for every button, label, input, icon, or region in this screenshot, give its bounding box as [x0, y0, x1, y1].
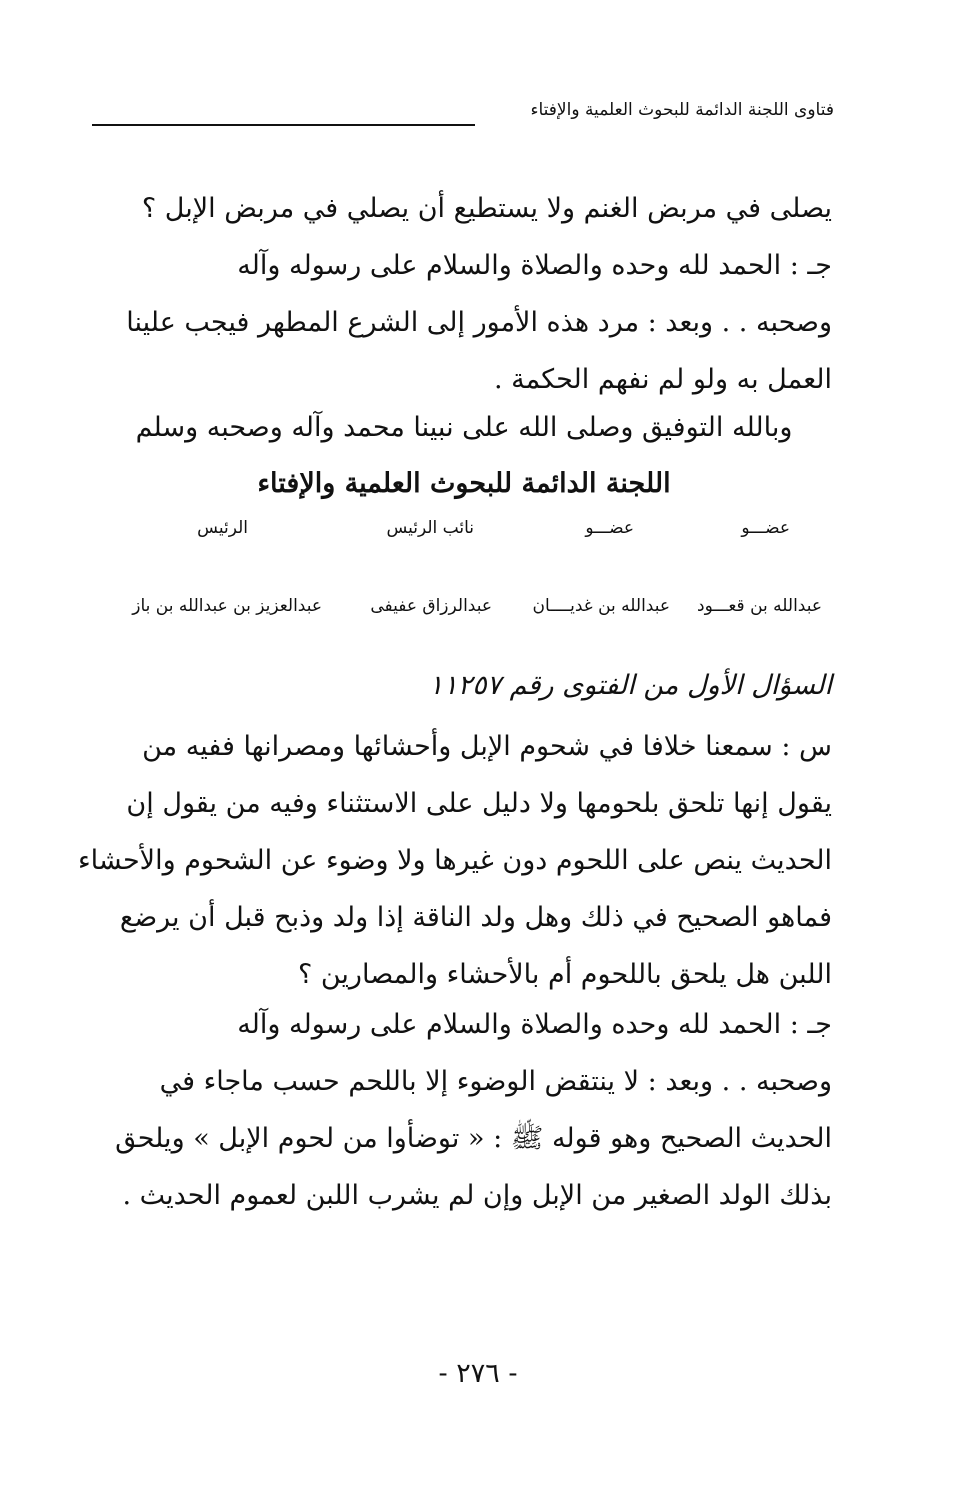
answer-block: [96, 996, 832, 1224]
text-line: وصحبه . . وبعد : مرد هذه الأمور إلى الشرع المطهر فيجب علينا: [126, 307, 832, 338]
closing-formula: وبالله التوفيق وصلى الله على نبينا محمد وآله وصحبه وسلم: [135, 412, 793, 443]
text-line: جـ : الحمد لله وحده والصلاة والسلام على رسوله وآله: [237, 1009, 832, 1040]
signature-role: الرئيس: [197, 518, 248, 538]
signature-role: نائب الرئيس: [386, 518, 474, 538]
signature-name: عبدالعزيز بن عبدالله بن باز: [132, 596, 322, 616]
text-line: يصلى في مربض الغنم ولا يستطيع أن يصلي في مربض الإبل ؟: [141, 193, 832, 224]
header-title: فتاوى اللجنة الدائمة للبحوث العلمية والإفتاء: [530, 100, 834, 120]
signature-role: عضـــو: [741, 518, 790, 538]
signature-name: عبدالله بن غديــــان: [532, 596, 670, 616]
header-rule: [92, 124, 475, 126]
text-line: يقول إنها تلحق بلحومها ولا دليل على الاستثناء وفيه من يقول إن: [126, 788, 832, 819]
text-line: فماهو الصحيح في ذلك وهل ولد الناقة إذا ولد وذبح قبل أن يرضع: [119, 902, 832, 933]
text-line: س : سمعنا خلافا في شحوم الإبل وأحشائها ومصرانها ففيه من: [142, 731, 832, 762]
text-line: الحديث ينص على اللحوم دون غيرها ولا وضوء عن الشحوم والأحشاء: [77, 845, 832, 876]
text-line: الحديث الصحيح وهو قوله ﷺ : « توضأوا من لحوم الإبل » ويلحق: [115, 1123, 832, 1154]
signature-role: عضـــو: [585, 518, 634, 538]
signature-name: عبدالرزاق عفيفى: [370, 596, 492, 616]
committee-name: اللجنة الدائمة للبحوث العلمية والإفتاء: [257, 468, 671, 499]
page-number: - ٢٧٦ -: [438, 1358, 518, 1389]
question-block: [77, 718, 832, 1003]
fatwa-heading: السؤال الأول من الفتوى رقم ١١٢٥٧: [428, 670, 832, 701]
text-line: العمل به ولو لم نفهم الحكمة .: [493, 364, 832, 395]
signature-name: عبدالله بن قعـــود: [697, 596, 822, 616]
text-line: جـ : الحمد لله وحده والصلاة والسلام على رسوله وآله: [237, 250, 832, 281]
text-line: بذلك الولد الصغير من الإبل وإن لم يشرب اللبن لعموم الحديث .: [122, 1180, 832, 1211]
answer-block-continued: [96, 180, 832, 408]
text-line: وصحبه . . وبعد : لا ينتقض الوضوء إلا باللحم حسب ماجاء في: [159, 1066, 832, 1097]
text-line: اللبن هل يلحق باللحوم أم بالأحشاء والمصارين ؟: [297, 959, 832, 990]
